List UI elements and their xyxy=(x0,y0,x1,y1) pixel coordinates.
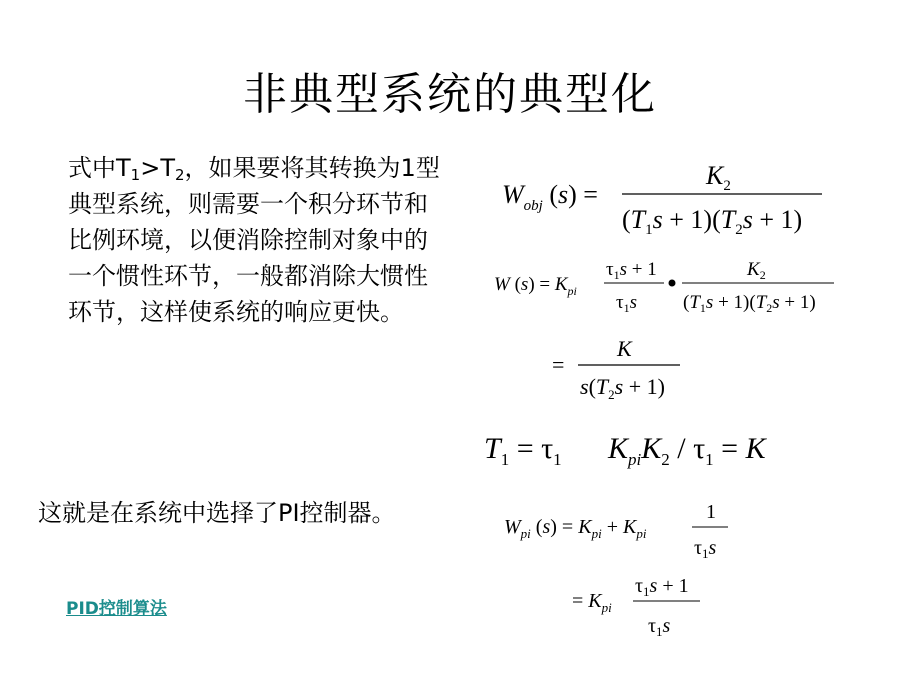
pid-algorithm-link[interactable]: PID控制算法 xyxy=(66,599,167,619)
formula-open-loop xyxy=(494,259,834,315)
svg-text:(T1s + 1)(T2s + 1): $(T_1s + 1)(T_2s + 1)$ xyxy=(683,292,816,315)
formula-simplified xyxy=(552,336,680,402)
svg-text:Wobj (s) =: $W_{obj}$ (s) = xyxy=(502,180,598,214)
formula-transfer-function-object xyxy=(502,161,822,238)
svg-text:W (s) = Kpi: W $(s) = K_{pi}$ xyxy=(494,274,577,298)
svg-text:K2: $K_2$ xyxy=(747,259,766,282)
svg-text:(T1s + 1)(T2s + 1): $(T_1s + 1)(T_2s + 1)$ xyxy=(622,205,803,238)
svg-text:τ1s + 1: $\tau_1s + 1$ xyxy=(635,575,689,599)
formula-parameter-relation xyxy=(484,432,768,469)
formula-pi-controller xyxy=(504,501,728,561)
svg-text:Wpi (s) = Kpi + Kpi: $W_{pi}$ $(s) = K_{pi} + K_{pi}$ xyxy=(504,516,647,541)
explanation-paragraph: 式中$T_1>T_2$，如果要将其转换为1型典型系统，则需要一个积分环节和比例环境，以便消除控制对象中的一个惯性环节，一般都消除大惯性环节，这样使系统的响应更快。 xyxy=(68,154,440,326)
svg-text:s(T2s + 1): $s(T_2s + 1)$ xyxy=(580,374,665,402)
svg-text:K2: $K_2$ xyxy=(706,161,731,194)
svg-text:τ1s + 1: $\tau_1s + 1$ xyxy=(606,259,657,282)
pi-controller-note: 这就是在系统中选择了PI控制器。 xyxy=(38,499,396,527)
svg-text:τ1s: $\tau_1s$ xyxy=(616,292,638,315)
svg-text:K: K xyxy=(617,336,632,361)
slide-title: 非典型系统的典型化 xyxy=(243,69,657,120)
svg-text:T1 = τ1: $T_1 = \tau_1$ xyxy=(484,432,562,469)
svg-text:τ1s: $\tau_1s$ xyxy=(648,615,671,639)
svg-text:τ1s: $\tau_1s$ xyxy=(694,537,717,561)
svg-text:KpiK2 / τ1 = K: $K_{pi}K_2 / \tau_1 = K$ xyxy=(608,432,766,469)
svg-text:= Kpi: = $K_{pi}$ xyxy=(572,590,612,615)
formula-pi-controller-combined xyxy=(572,575,700,639)
svg-text:=: = xyxy=(552,352,565,377)
svg-text:1: 1 xyxy=(706,501,716,523)
